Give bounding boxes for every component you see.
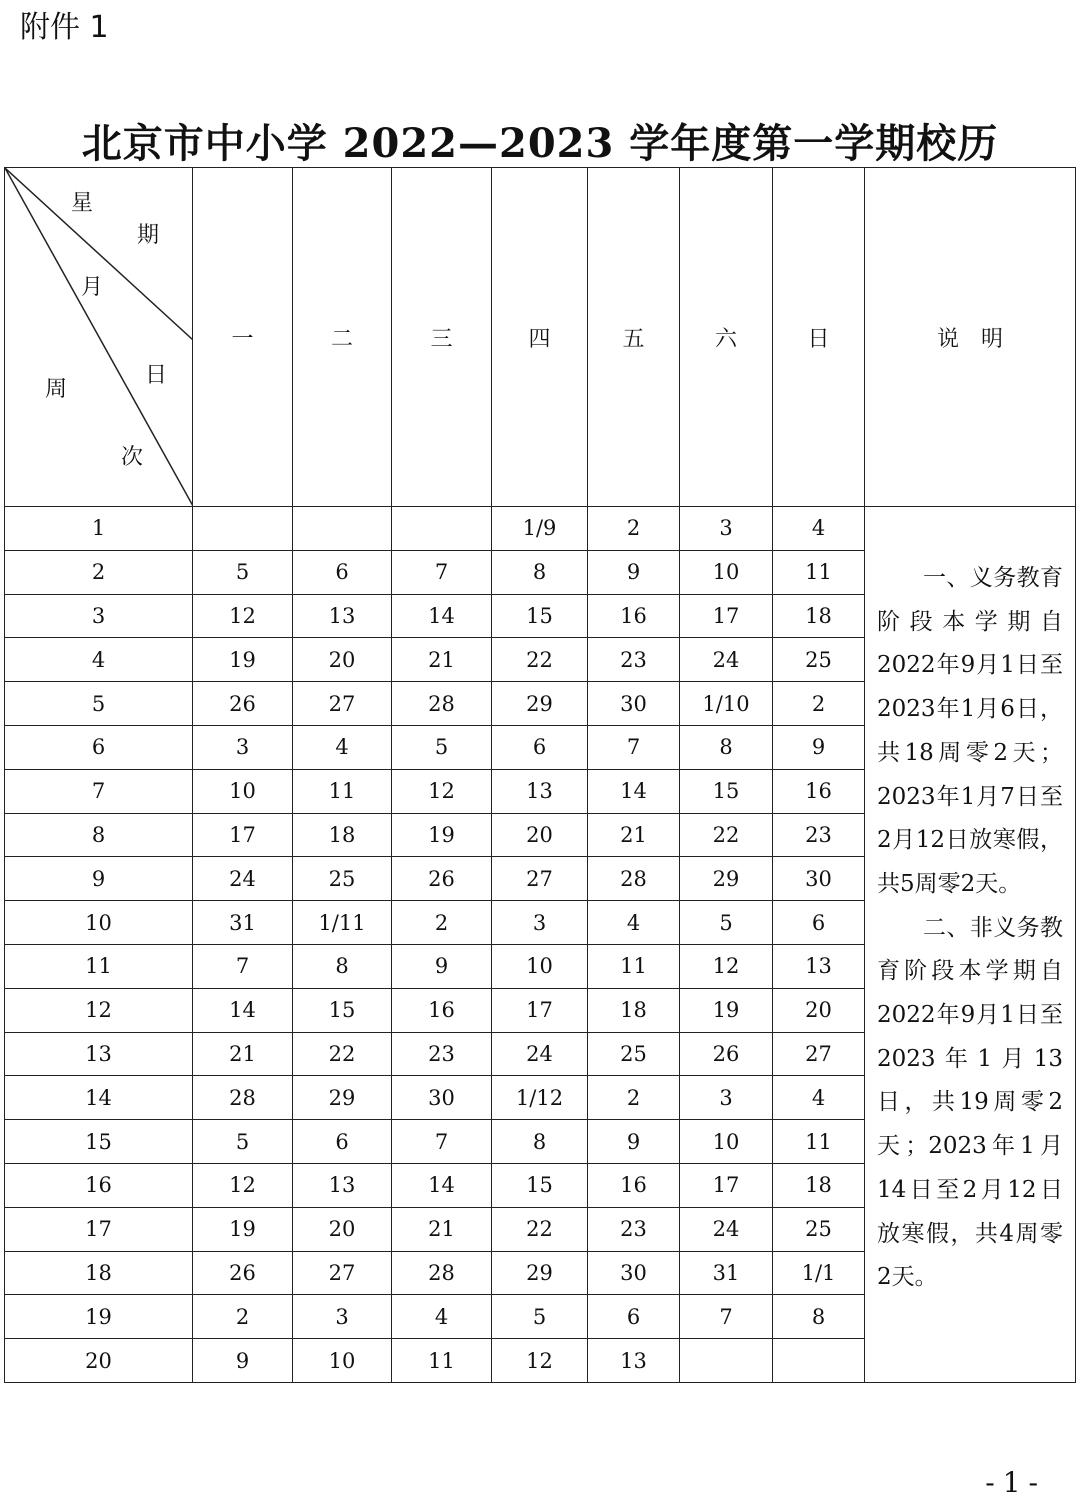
- date-cell: 3: [680, 507, 773, 551]
- date-cell: 30: [773, 857, 865, 901]
- date-cell: 2: [773, 682, 865, 726]
- date-cell: 2: [588, 1076, 680, 1120]
- weekday-header-thu: 四: [492, 168, 588, 507]
- date-cell: 12: [392, 769, 492, 813]
- date-cell: 16: [588, 594, 680, 638]
- date-cell: 28: [193, 1076, 293, 1120]
- date-cell: 13: [773, 944, 865, 988]
- corner-label-xing: 星: [71, 191, 94, 216]
- week-number-cell: 20: [5, 1339, 193, 1383]
- date-cell: 22: [492, 638, 588, 682]
- date-cell: [392, 507, 492, 551]
- date-cell: [680, 1339, 773, 1383]
- weekday-header-sat: 六: [680, 168, 773, 507]
- date-cell: 3: [293, 1295, 392, 1339]
- corner-header-cell: [5, 168, 193, 507]
- date-cell: 18: [773, 594, 865, 638]
- date-cell: 3: [680, 1076, 773, 1120]
- date-cell: 14: [392, 594, 492, 638]
- week-number-cell: 12: [5, 988, 193, 1032]
- date-cell: 26: [680, 1032, 773, 1076]
- calendar-body: [5, 507, 1076, 1383]
- date-cell: 4: [588, 901, 680, 945]
- date-cell: 19: [193, 1207, 293, 1251]
- date-cell: 30: [588, 1251, 680, 1295]
- date-cell: 7: [680, 1295, 773, 1339]
- date-cell: 10: [193, 769, 293, 813]
- date-cell: 15: [492, 1163, 588, 1207]
- date-cell: 2: [392, 901, 492, 945]
- date-cell: 5: [193, 550, 293, 594]
- date-cell: 25: [293, 857, 392, 901]
- date-cell: 13: [293, 594, 392, 638]
- date-cell: 12: [193, 1163, 293, 1207]
- date-cell: 8: [680, 725, 773, 769]
- week-number-cell: 15: [5, 1120, 193, 1164]
- corner-label-ri: 日: [145, 363, 168, 388]
- date-cell: 17: [680, 594, 773, 638]
- date-cell: 4: [773, 1076, 865, 1120]
- week-number-cell: 18: [5, 1251, 193, 1295]
- date-cell: 20: [492, 813, 588, 857]
- week-number-cell: 13: [5, 1032, 193, 1076]
- week-row: [5, 507, 1076, 551]
- date-cell: 8: [492, 550, 588, 594]
- date-cell: 12: [492, 1339, 588, 1383]
- date-cell: 7: [588, 725, 680, 769]
- date-cell: 15: [492, 594, 588, 638]
- date-cell: 29: [293, 1076, 392, 1120]
- date-cell: 1/10: [680, 682, 773, 726]
- date-cell: 16: [392, 988, 492, 1032]
- date-cell: [193, 507, 293, 551]
- weekday-header-wed: 三: [392, 168, 492, 507]
- date-cell: 11: [588, 944, 680, 988]
- date-cell: 1/1: [773, 1251, 865, 1295]
- date-cell: 27: [492, 857, 588, 901]
- date-cell: 24: [680, 638, 773, 682]
- week-number-cell: 8: [5, 813, 193, 857]
- date-cell: 9: [193, 1339, 293, 1383]
- week-number-cell: 5: [5, 682, 193, 726]
- date-cell: 3: [492, 901, 588, 945]
- date-cell: 31: [193, 901, 293, 945]
- date-cell: 24: [193, 857, 293, 901]
- date-cell: 7: [392, 1120, 492, 1164]
- date-cell: 19: [680, 988, 773, 1032]
- date-cell: 26: [193, 1251, 293, 1295]
- date-cell: 13: [293, 1163, 392, 1207]
- date-cell: 19: [193, 638, 293, 682]
- notes-cell: [865, 507, 1076, 1383]
- week-number-cell: 6: [5, 725, 193, 769]
- date-cell: 17: [193, 813, 293, 857]
- corner-label-zhou: 周: [45, 377, 68, 402]
- date-cell: 23: [588, 1207, 680, 1251]
- date-cell: 24: [680, 1207, 773, 1251]
- date-cell: 6: [773, 901, 865, 945]
- date-cell: 11: [392, 1339, 492, 1383]
- date-cell: 1/11: [293, 901, 392, 945]
- date-cell: [293, 507, 392, 551]
- notes-header: 说 明: [865, 168, 1076, 507]
- date-cell: 26: [392, 857, 492, 901]
- date-cell: 6: [293, 1120, 392, 1164]
- date-cell: 10: [680, 550, 773, 594]
- date-cell: 4: [293, 725, 392, 769]
- header-row: [5, 168, 1076, 507]
- date-cell: 8: [293, 944, 392, 988]
- date-cell: 18: [773, 1163, 865, 1207]
- date-cell: 22: [492, 1207, 588, 1251]
- corner-label-qi: 期: [137, 223, 160, 248]
- date-cell: 21: [392, 1207, 492, 1251]
- week-number-cell: 3: [5, 594, 193, 638]
- date-cell: 24: [492, 1032, 588, 1076]
- date-cell: 21: [588, 813, 680, 857]
- date-cell: 22: [293, 1032, 392, 1076]
- date-cell: 17: [492, 988, 588, 1032]
- date-cell: 27: [293, 1251, 392, 1295]
- date-cell: 30: [392, 1076, 492, 1120]
- date-cell: 9: [392, 944, 492, 988]
- date-cell: 2: [193, 1295, 293, 1339]
- date-cell: 26: [193, 682, 293, 726]
- date-cell: 10: [492, 944, 588, 988]
- date-cell: 3: [193, 725, 293, 769]
- page-number: -1-: [985, 1466, 1046, 1499]
- date-cell: 6: [588, 1295, 680, 1339]
- weekday-header-tue: 二: [293, 168, 392, 507]
- date-cell: 9: [588, 1120, 680, 1164]
- date-cell: 29: [492, 1251, 588, 1295]
- date-cell: 21: [193, 1032, 293, 1076]
- date-cell: 6: [492, 725, 588, 769]
- date-cell: 29: [680, 857, 773, 901]
- date-cell: 16: [588, 1163, 680, 1207]
- week-number-cell: 9: [5, 857, 193, 901]
- week-number-cell: 11: [5, 944, 193, 988]
- date-cell: 1/12: [492, 1076, 588, 1120]
- date-cell: 16: [773, 769, 865, 813]
- date-cell: 25: [773, 1207, 865, 1251]
- week-number-cell: 4: [5, 638, 193, 682]
- date-cell: 12: [680, 944, 773, 988]
- calendar-title: 北京市中小学 2022—2023 学年度第一学期校历: [81, 120, 999, 167]
- weekday-header-sun: 日: [773, 168, 865, 507]
- date-cell: 1/9: [492, 507, 588, 551]
- week-number-cell: 14: [5, 1076, 193, 1120]
- date-cell: 30: [588, 682, 680, 726]
- date-cell: 27: [293, 682, 392, 726]
- note-paragraph: 一、义务教育阶段本学期自2022年9月1日至2023年1月6日，共18周零2天；2023年1月7日至2月12日放寒假，共5周零2天。: [877, 565, 1063, 897]
- date-cell: 6: [293, 550, 392, 594]
- date-cell: 10: [293, 1339, 392, 1383]
- date-cell: 10: [680, 1120, 773, 1164]
- date-cell: 13: [492, 769, 588, 813]
- week-number-cell: 17: [5, 1207, 193, 1251]
- date-cell: 14: [588, 769, 680, 813]
- school-calendar-table: [4, 167, 1076, 1383]
- date-cell: 27: [773, 1032, 865, 1076]
- week-number-cell: 1: [5, 507, 193, 551]
- date-cell: 15: [680, 769, 773, 813]
- date-cell: 11: [293, 769, 392, 813]
- date-cell: 7: [392, 550, 492, 594]
- note-paragraph: 二、非义务教育阶段本学期自2022年9月1日至2023年1月13日，共19周零2天；2023年1月14日至2月12日放寒假，共4周零2天。: [877, 914, 1063, 1291]
- date-cell: 28: [392, 1251, 492, 1295]
- date-cell: 18: [588, 988, 680, 1032]
- date-cell: 14: [193, 988, 293, 1032]
- week-number-cell: 16: [5, 1163, 193, 1207]
- date-cell: 9: [588, 550, 680, 594]
- weekday-header-mon: 一: [193, 168, 293, 507]
- date-cell: 11: [773, 1120, 865, 1164]
- date-cell: 28: [588, 857, 680, 901]
- date-cell: 19: [392, 813, 492, 857]
- date-cell: [773, 1339, 865, 1383]
- date-cell: 9: [773, 725, 865, 769]
- week-number-cell: 19: [5, 1295, 193, 1339]
- date-cell: 31: [680, 1251, 773, 1295]
- date-cell: 20: [773, 988, 865, 1032]
- date-cell: 21: [392, 638, 492, 682]
- date-cell: 25: [773, 638, 865, 682]
- date-cell: 23: [392, 1032, 492, 1076]
- date-cell: 23: [773, 813, 865, 857]
- date-cell: 2: [588, 507, 680, 551]
- week-number-cell: 10: [5, 901, 193, 945]
- date-cell: 17: [680, 1163, 773, 1207]
- attachment-label: 附件 1: [20, 10, 109, 45]
- date-cell: 4: [773, 507, 865, 551]
- date-cell: 13: [588, 1339, 680, 1383]
- diagonal-lines: [5, 168, 193, 506]
- weekday-header-fri: 五: [588, 168, 680, 507]
- date-cell: 7: [193, 944, 293, 988]
- date-cell: 4: [392, 1295, 492, 1339]
- week-number-cell: 7: [5, 769, 193, 813]
- date-cell: 5: [392, 725, 492, 769]
- corner-label-ci: 次: [121, 445, 144, 470]
- date-cell: 12: [193, 594, 293, 638]
- date-cell: 22: [680, 813, 773, 857]
- corner-label-yue: 月: [81, 275, 104, 300]
- date-cell: 25: [588, 1032, 680, 1076]
- date-cell: 20: [293, 1207, 392, 1251]
- date-cell: 14: [392, 1163, 492, 1207]
- date-cell: 28: [392, 682, 492, 726]
- date-cell: 5: [492, 1295, 588, 1339]
- date-cell: 5: [680, 901, 773, 945]
- date-cell: 23: [588, 638, 680, 682]
- date-cell: 8: [492, 1120, 588, 1164]
- week-number-cell: 2: [5, 550, 193, 594]
- date-cell: 15: [293, 988, 392, 1032]
- date-cell: 5: [193, 1120, 293, 1164]
- date-cell: 20: [293, 638, 392, 682]
- date-cell: 8: [773, 1295, 865, 1339]
- date-cell: 29: [492, 682, 588, 726]
- date-cell: 18: [293, 813, 392, 857]
- date-cell: 11: [773, 550, 865, 594]
